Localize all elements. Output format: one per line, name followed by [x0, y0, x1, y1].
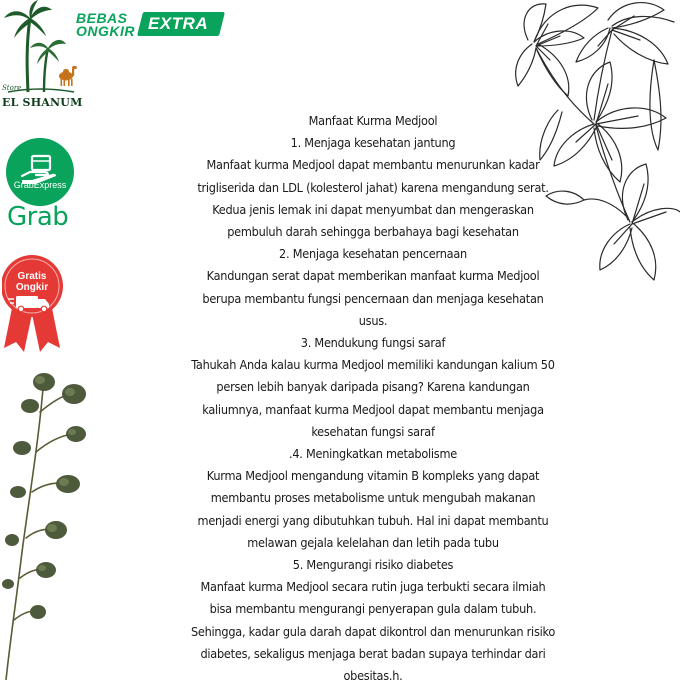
store-script-label: Store: [2, 84, 22, 92]
ongkir-label: ONGKIR: [76, 23, 135, 39]
gratis-ribbon-shape: [2, 252, 74, 356]
herb-sprig-illustration: [0, 372, 104, 680]
article-line: obesitas.h.: [343, 668, 403, 684]
gratis-ongkir-badge: [2, 252, 74, 356]
store-name: EL SHANUM: [2, 96, 83, 109]
article-line: Sehingga, kadar gula darah dapat dikontrol dan menurunkan risiko: [190, 623, 556, 639]
article-line: Manfaat kurma Medjool secara rutin juga terbukti secara ilmiah: [200, 579, 546, 595]
article-line: berupa membantu fungsi pencernaan dan menjaga kesehatan: [202, 290, 544, 306]
grab-express-badge: [6, 138, 74, 206]
article-line: Kurma Medjool mengandung vitamin B kompleks yang dapat: [206, 468, 540, 484]
article-line: Manfaat kurma Medjool dapat membantu menurunkan kadar: [206, 157, 540, 173]
section-heading: 3. Mendukung fungsi saraf: [300, 335, 446, 351]
article-line: menjadi energi yang dibutuhkan tubuh. Hal ini dapat membantu: [197, 512, 549, 528]
article-line: persen lebih banyak daripada pisang? Karena kandungan: [216, 379, 530, 395]
article-line: trigliserida dan LDL (kolesterol jahat) karena mengandung serat.: [197, 179, 549, 195]
grab-logo-text: Grab: [7, 202, 69, 232]
bebas-label: BEBAS: [76, 10, 128, 26]
section-heading: 5. Mengurangi risiko diabetes: [292, 557, 454, 573]
section-heading: 1. Menjaga kesehatan jantung: [290, 135, 456, 151]
article-line: Kedua jenis lemak ini dapat menyumbat dan mengeraskan: [212, 201, 534, 217]
benefits-article: [150, 110, 596, 687]
gratis-label: Gratis: [17, 271, 47, 282]
article-line: kaliumnya, manfaat kurma Medjool dapat membantu menjaga: [202, 401, 544, 417]
extra-label: EXTRA: [148, 14, 209, 33]
article-line: bisa membantu mengurangi penyerapan gula dalam tubuh.: [209, 601, 537, 617]
article-line: pembuluh darah sehingga berbahaya bagi kesehatan: [227, 224, 519, 240]
grab-express-label: GrabExpress: [13, 180, 67, 190]
bebas-ongkir-extra-badge: [76, 10, 226, 40]
article-line: usus.: [358, 312, 388, 328]
palm-camel-logo-icon: [0, 0, 80, 100]
article-line: Tahukah Anda kalau kurma Medjool memiliki kandungan kalium 50: [191, 357, 555, 373]
article-line: diabetes, sekaligus menjaga berat badan supaya terhindar dari: [200, 645, 546, 661]
article-title: Manfaat Kurma Medjool: [308, 113, 438, 128]
store-logo: [0, 0, 83, 118]
section-heading: 2. Menjaga kesehatan pencernaan: [279, 246, 467, 262]
ongkir-ribbon-label: Ongkir: [15, 282, 49, 293]
section-heading: .4. Meningkatkan metabolisme: [289, 446, 457, 462]
article-line: Kandungan serat dapat memberikan manfaat kurma Medjool: [206, 268, 540, 284]
article-line: kesehatan fungsi saraf: [311, 423, 435, 439]
article-line: melawan gejala kelelahan dan letih pada tubu: [247, 534, 499, 550]
article-line: membantu proses metabolisme untuk mengubah makanan: [210, 490, 536, 506]
